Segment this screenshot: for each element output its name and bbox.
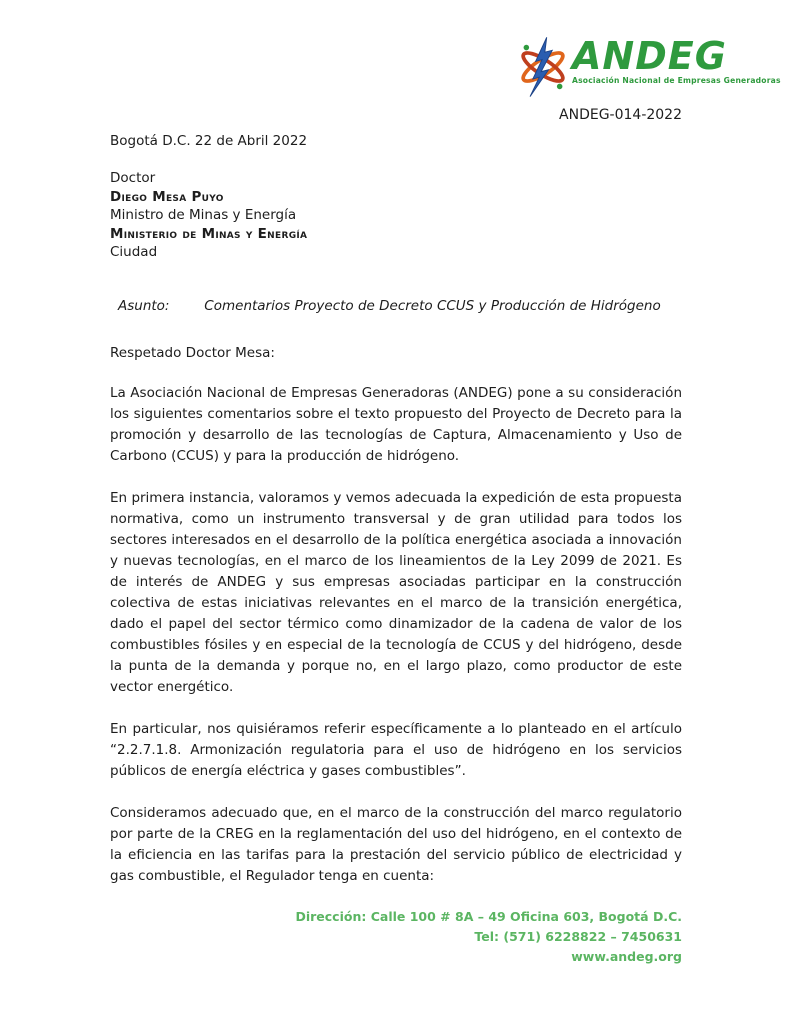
subject-text: Comentarios Proyecto de Decreto CCUS y Producción de Hidrógeno <box>204 298 661 314</box>
footer-website: www.andeg.org <box>571 949 682 964</box>
subject-line <box>118 298 661 314</box>
paragraph-2: En primera instancia, valoramos y vemos adecuada la expedición de esta propuesta normativa, como un instrumento transversal y de gran utilidad para todos los sectores interesados en el desarrollo de la política energética asociada a innovación y nuevas tecnologías, en el marco de los lineamientos de la Ley 2099 de 2021. Es de interés de ANDEG y sus empresas asociadas participar en la construcción colectiva de estas iniciativas relevantes en el marco de la transición energética, dado el papel del sector térmico como dinamizador de la cadena de valor de los combustibles fósiles y en especial de la tecnología de CCUS y del hidrógeno, desde la punta de la demanda y porque no, en el largo plazo, como productor de este vector energético. <box>110 490 682 695</box>
salutation: Respetado Doctor Mesa: <box>110 345 275 361</box>
footer-phone: Tel: (571) 6228822 – 7450631 <box>474 929 682 944</box>
footer-address: Dirección: Calle 100 # 8A – 49 Oficina 603, Bogotá D.C. <box>295 909 682 924</box>
logo-wordmark: ANDEG <box>572 34 727 78</box>
recipient-organization: Ministerio de Minas y Energía <box>110 225 308 242</box>
andeg-bolt-icon <box>518 36 568 98</box>
paragraph-4: Consideramos adecuado que, en el marco de la construcción del marco regulatorio por parte de la CREG en la reglamentación del uso del hidrógeno, en el contexto de la eficiencia en las tarifas para la prestación del servicio público de electricidad y gas combustible, el Regulador tenga en cuenta: <box>110 805 682 884</box>
recipient-name: Diego Mesa Puyo <box>110 188 224 205</box>
andeg-logo <box>518 36 781 98</box>
recipient-block <box>110 169 307 262</box>
subject-label: Asunto: <box>118 298 170 314</box>
recipient-title: Doctor <box>110 170 156 186</box>
paragraph-1: La Asociación Nacional de Empresas Generadoras (ANDEG) pone a su consideración los siguientes comentarios sobre el texto propuesto del Proyecto de Decreto para la promoción y desarrollo de las tecnologías de Captura, Almacenamiento y Uso de Carbono (CCUS) y para la producción de hidrógeno. <box>110 385 682 464</box>
page-footer <box>110 907 682 967</box>
recipient-city: Ciudad <box>110 244 158 260</box>
letter-body <box>110 383 682 908</box>
recipient-role: Ministro de Minas y Energía <box>110 207 297 223</box>
date-line: Bogotá D.C. 22 de Abril 2022 <box>110 133 308 149</box>
paragraph-3: En particular, nos quisiéramos referir específicamente a lo planteado en el artículo “2.2.7.1.8. Armonización regulatoria para el uso de hidrógeno en los servicios públicos de energía eléctrica y gases combustibles”. <box>110 721 682 779</box>
reference-number: ANDEG-014-2022 <box>559 107 682 123</box>
logo-tagline: Asociación Nacional de Empresas Generadoras <box>572 76 781 85</box>
